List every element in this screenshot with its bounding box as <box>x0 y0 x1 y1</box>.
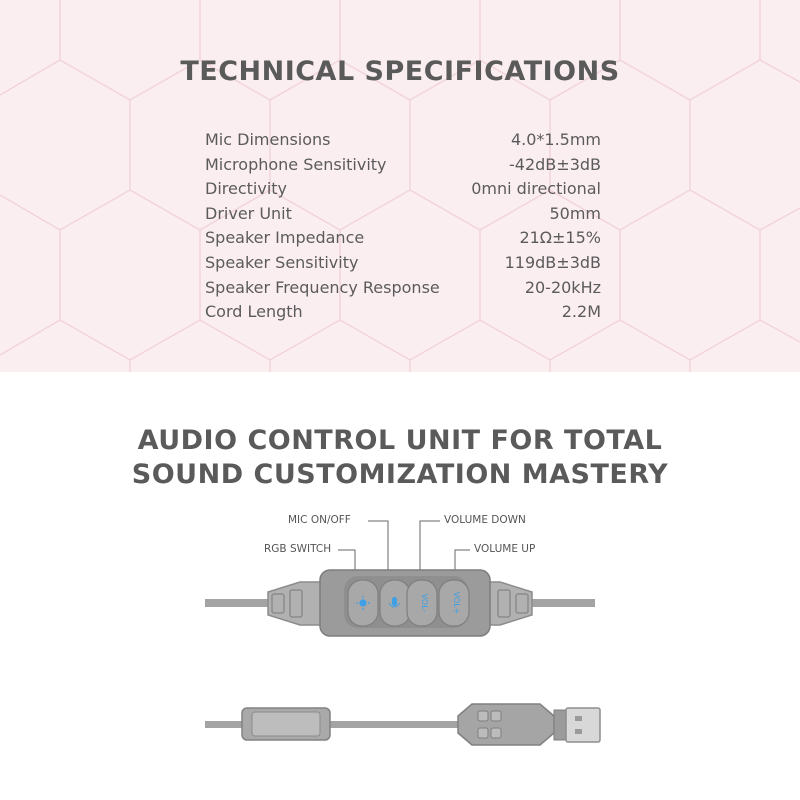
spec-label: Speaker Frequency Response <box>205 277 440 297</box>
callout-mic-on-off: MIC ON/OFF <box>288 514 351 526</box>
usb-boot <box>458 704 554 745</box>
spec-label: Cord Length <box>205 302 303 322</box>
volume-up-button[interactable] <box>439 580 469 626</box>
spec-value: 4.0*1.5mm <box>510 130 601 149</box>
volume-down-label: VOL- <box>420 593 429 613</box>
spec-value: 21Ω±15% <box>519 228 601 248</box>
spec-label: Driver Unit <box>205 203 292 223</box>
spec-label: Microphone Sensitivity <box>205 154 387 174</box>
callout-volume-up: VOLUME UP <box>474 543 536 555</box>
spec-value: -42dB±3dB <box>509 154 601 174</box>
volume-down-button[interactable] <box>407 580 437 626</box>
spec-title: TECHNICAL SPECIFICATIONS <box>180 56 620 87</box>
volume-up-label: VOL+ <box>452 591 461 615</box>
spec-value: 0mni directional <box>471 179 601 199</box>
rgb-switch-button[interactable] <box>348 580 378 626</box>
control-unit-title-line-1: AUDIO CONTROL UNIT FOR TOTAL <box>137 425 663 456</box>
mic-on-off-button[interactable] <box>380 580 410 626</box>
spec-label: Directivity <box>205 179 288 199</box>
control-unit-title-line-2: SOUND CUSTOMIZATION MASTERY <box>131 459 669 490</box>
callout-volume-down: VOLUME DOWN <box>444 514 526 526</box>
usb-plug-icon <box>566 708 600 742</box>
spec-label: Speaker Impedance <box>205 228 365 248</box>
spec-value: 2.2M <box>561 302 601 322</box>
callout-rgb-switch: RGB SWITCH <box>264 543 332 555</box>
usb-cable <box>205 704 600 745</box>
spec-label: Mic Dimensions <box>205 130 331 149</box>
spec-value: 50mm <box>549 203 601 223</box>
spec-value: 20-20kHz <box>524 277 601 297</box>
spec-value: 119dB±3dB <box>504 252 601 272</box>
spec-label: Speaker Sensitivity <box>205 252 359 272</box>
